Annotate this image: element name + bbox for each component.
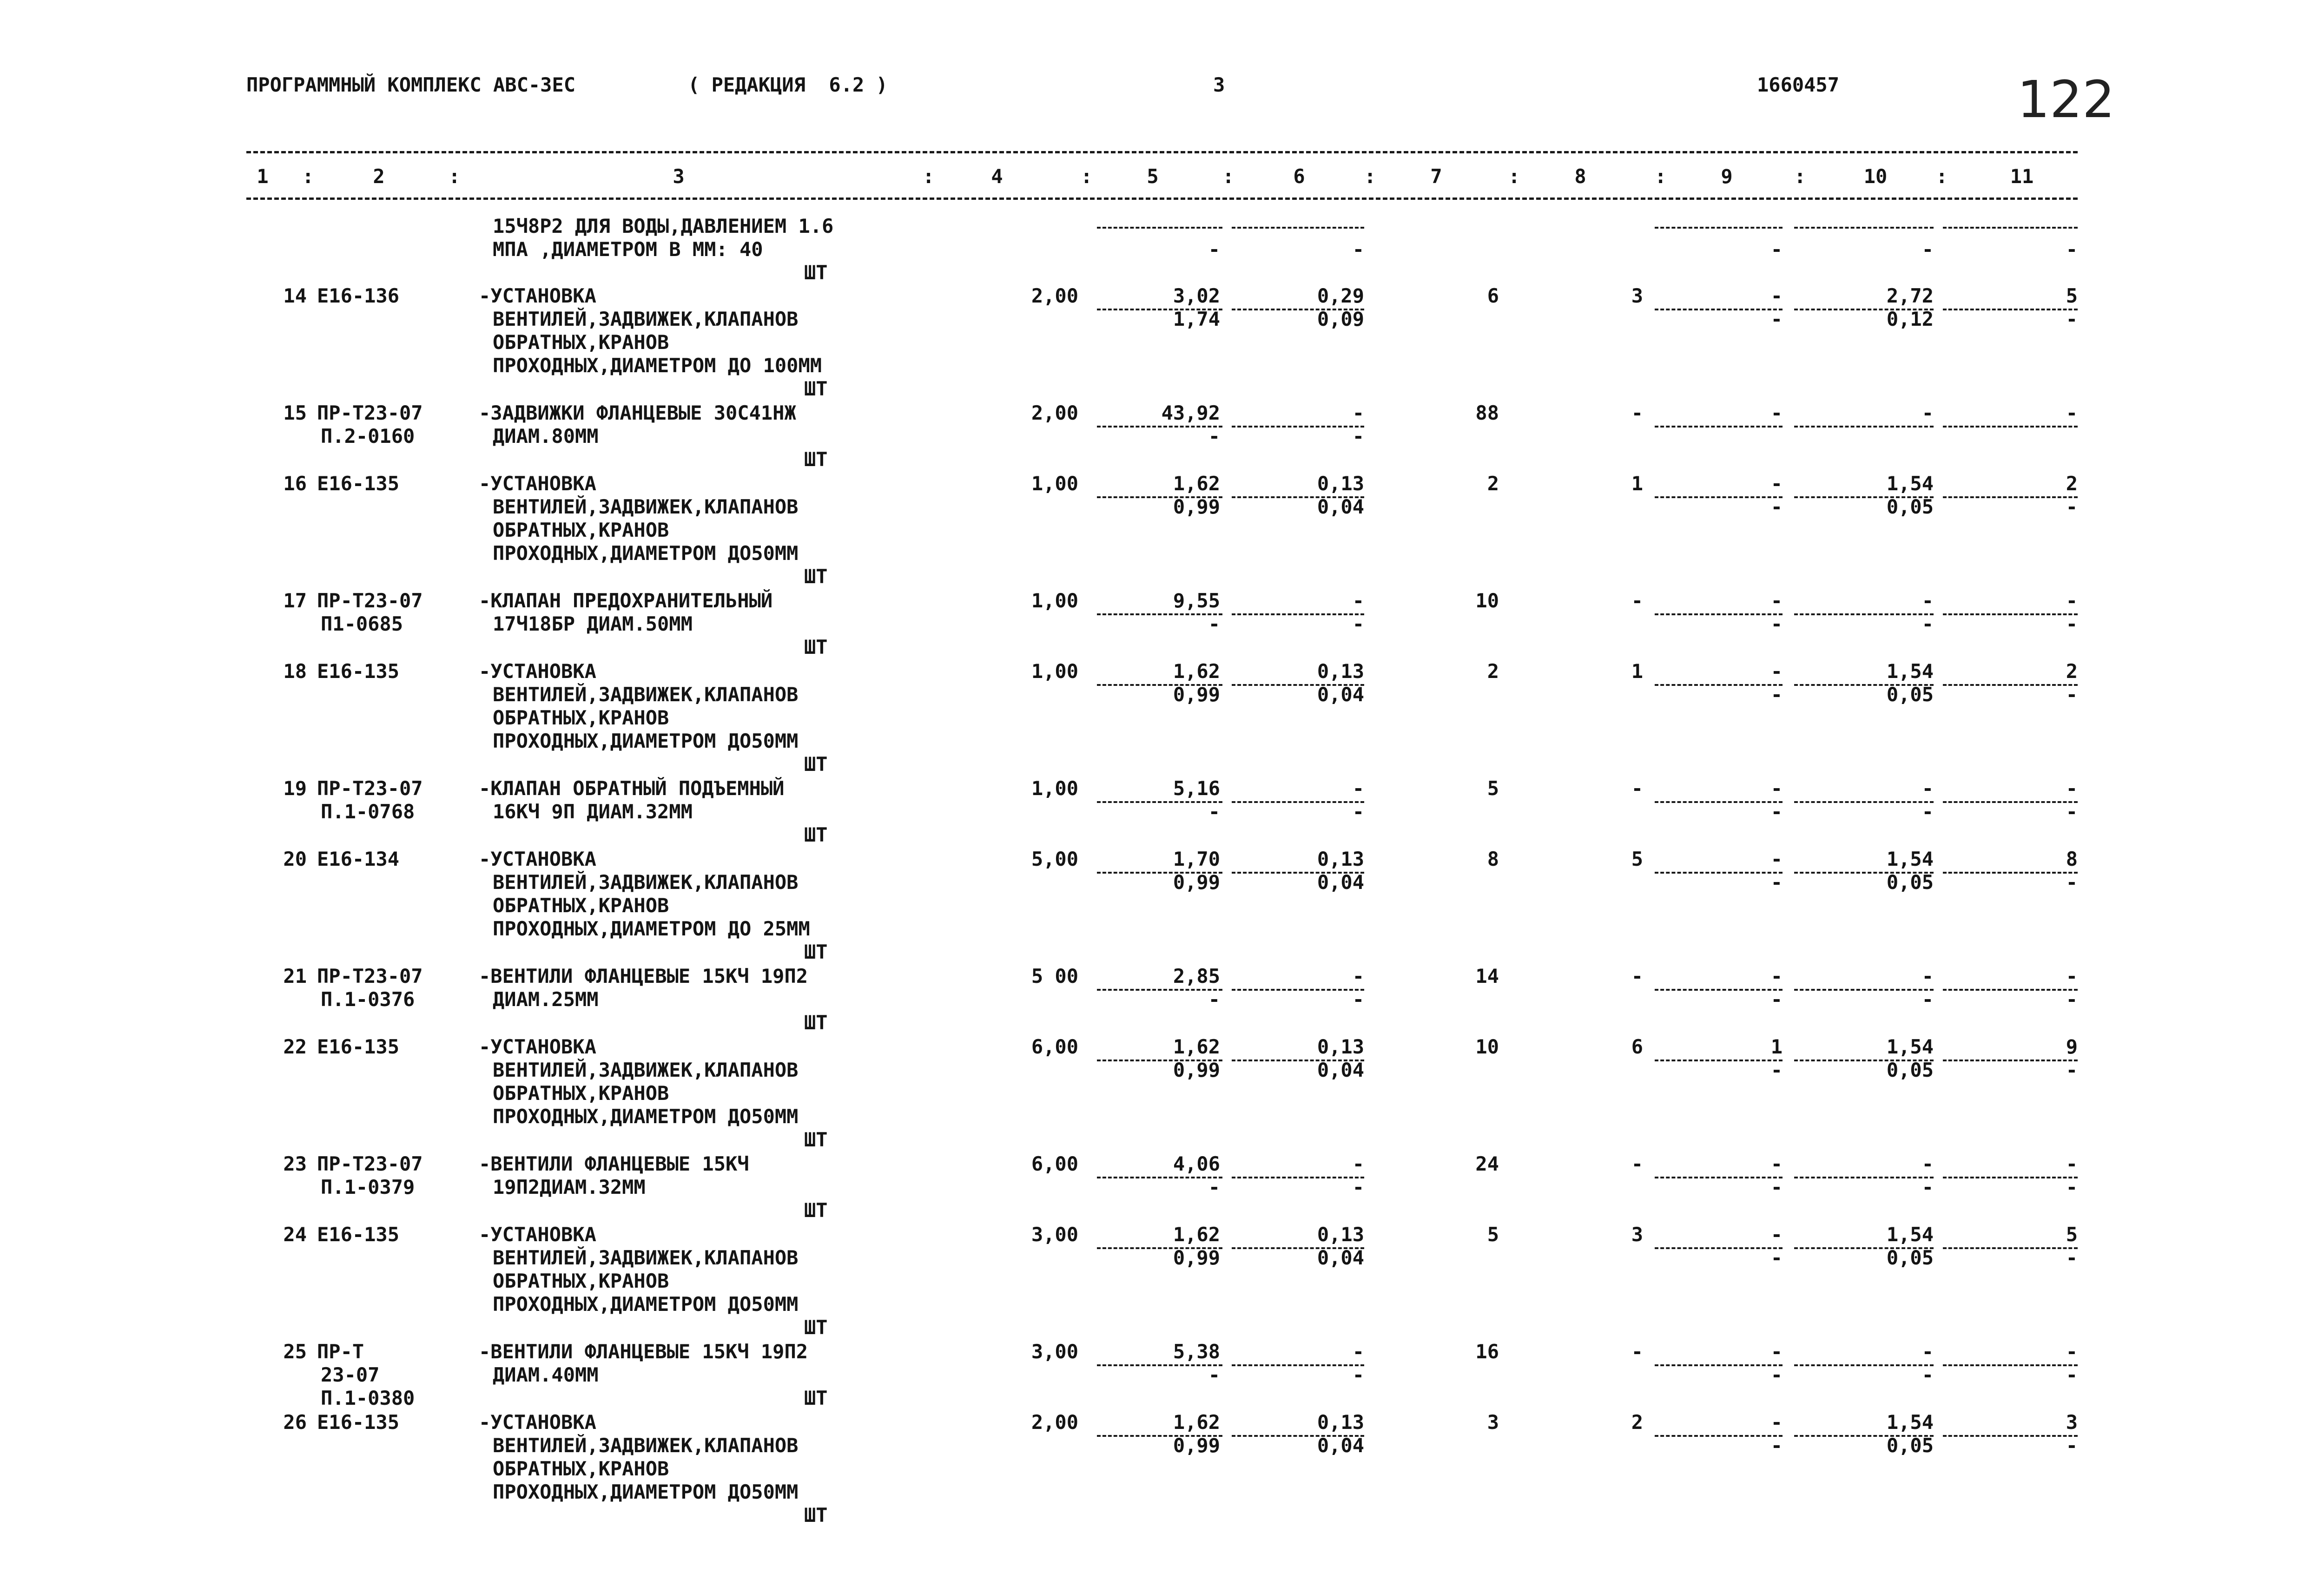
- cell-lower-c9: -: [1770, 683, 1783, 706]
- cell-c9: -: [1770, 777, 1783, 800]
- column-header-5: 5: [1147, 165, 1159, 188]
- row-number: 23: [283, 1152, 307, 1175]
- rate-code: П.1-0379: [321, 1176, 415, 1198]
- cell-lower-c6: 0,04: [1317, 871, 1364, 894]
- table-header-top-rule: [246, 151, 2078, 153]
- cell-c9: 1: [1770, 1035, 1783, 1058]
- cell-c5: 1,62: [1173, 472, 1220, 495]
- rate-code: П.1-0376: [321, 988, 415, 1011]
- cell-c7: 88: [1475, 401, 1499, 424]
- cell-lower-c11: -: [2066, 988, 2078, 1011]
- column-separator: :: [302, 165, 314, 188]
- cell-qty: 1,00: [1031, 589, 1078, 612]
- description-line: ДИАМ.25ММ: [493, 988, 599, 1011]
- row-number: 19: [283, 777, 307, 800]
- cell-lower-c6: -: [1352, 425, 1364, 448]
- cell-c8: 1: [1631, 472, 1643, 495]
- cell-c10: 1,54: [1886, 1411, 1934, 1434]
- cell-c8: -: [1631, 401, 1643, 424]
- cell-lower-c9: -: [1770, 1434, 1783, 1457]
- document-number: 1660457: [1757, 73, 1840, 96]
- column-separator: :: [1364, 165, 1376, 188]
- cell-c9: -: [1770, 1152, 1783, 1175]
- rate-code: П.1-0768: [321, 800, 415, 823]
- description-line: ВЕНТИЛЕЙ,ЗАДВИЖЕК,КЛАПАНОВ: [493, 495, 799, 518]
- cell-lower-c11: -: [2066, 683, 2078, 706]
- cell-c9: -: [1770, 965, 1783, 987]
- cell-lower-c6: 0,04: [1317, 1434, 1364, 1457]
- cell-c8: 3: [1631, 1223, 1643, 1246]
- rate-code: П1-0685: [321, 612, 403, 635]
- cell-lower-c5: -: [1208, 988, 1220, 1011]
- cell-c5: 4,06: [1173, 1152, 1220, 1175]
- unit-label: ШТ: [804, 636, 828, 658]
- cell-c6: -: [1352, 589, 1364, 612]
- cell-c11: 5: [2066, 1223, 2078, 1246]
- cell-lower-c5: -: [1208, 1363, 1220, 1386]
- description-line: ОБРАТНЫХ,КРАНОВ: [493, 1082, 669, 1105]
- cell-c9: -: [1770, 1411, 1783, 1434]
- cell-lower-c10: 0,05: [1886, 1434, 1934, 1457]
- rate-code: П.2-0160: [321, 425, 415, 448]
- cell-qty: 2,00: [1031, 401, 1078, 424]
- cell-lower-c9: -: [1770, 1363, 1783, 1386]
- cell-lower-c6: -: [1352, 612, 1364, 635]
- cell-c10: 1,54: [1886, 1035, 1934, 1058]
- cell-c5: 3,02: [1173, 284, 1220, 307]
- cell-c10: -: [1921, 777, 1934, 800]
- cell-c8: 2: [1631, 1411, 1643, 1434]
- column-header-11: 11: [2010, 165, 2034, 188]
- cell-c10: 2,72: [1886, 284, 1934, 307]
- column-separator: :: [1794, 165, 1806, 188]
- row-number: 17: [283, 589, 307, 612]
- cell-c8: -: [1631, 1152, 1643, 1175]
- cell-lower-c9: -: [1770, 871, 1783, 894]
- rate-code: Е16-135: [317, 1411, 400, 1434]
- cell-lower-c6: -: [1352, 800, 1364, 823]
- description-line: -УСТАНОВКА: [479, 660, 596, 683]
- row-number: 26: [283, 1411, 307, 1434]
- rate-code: Е16-135: [317, 660, 400, 683]
- cell-lower-c11: -: [2066, 612, 2078, 635]
- column-header-4: 4: [991, 165, 1003, 188]
- cell-c6: -: [1352, 238, 1364, 261]
- table-header-bottom-rule: [246, 197, 2078, 200]
- column-header-2: 2: [373, 165, 385, 188]
- unit-label: ШТ: [804, 1128, 828, 1151]
- cell-lower-c11: -: [2066, 871, 2078, 894]
- cell-c8: -: [1631, 777, 1643, 800]
- description-line: ПРОХОДНЫХ,ДИАМЕТРОМ ДО 25ММ: [493, 917, 810, 940]
- cell-lower-c6: 0,09: [1317, 308, 1364, 330]
- cell-c8: 6: [1631, 1035, 1643, 1058]
- cell-lower-c9: -: [1770, 800, 1783, 823]
- cell-c6: 0,13: [1317, 1411, 1364, 1434]
- cell-lower-c11: -: [2066, 800, 2078, 823]
- cell-c7: 5: [1487, 1223, 1499, 1246]
- description-line: -УСТАНОВКА: [479, 472, 596, 495]
- cell-c10: -: [1921, 238, 1934, 261]
- unit-label: ШТ: [804, 941, 828, 963]
- description-line: ОБРАТНЫХ,КРАНОВ: [493, 1270, 669, 1292]
- description-line: МПА ,ДИАМЕТРОМ В ММ: 40: [493, 238, 763, 261]
- description-line: 15Ч8Р2 ДЛЯ ВОДЫ,ДАВЛЕНИЕМ 1.6: [493, 215, 834, 237]
- cell-lower-c10: -: [1921, 1363, 1934, 1386]
- cell-lower-c5: 0,99: [1173, 1434, 1220, 1457]
- unit-label: ШТ: [804, 1316, 828, 1339]
- cell-c11: -: [2066, 1340, 2078, 1363]
- cell-c11: -: [2066, 1152, 2078, 1175]
- rate-code: Е16-135: [317, 1223, 400, 1246]
- cell-c9: -: [1770, 660, 1783, 683]
- cell-lower-c10: 0,12: [1886, 308, 1934, 330]
- unit-label: ШТ: [804, 1387, 828, 1409]
- description-line: ПРОХОДНЫХ,ДИАМЕТРОМ ДО50ММ: [493, 1105, 799, 1128]
- column-header-9: 9: [1721, 165, 1733, 188]
- cell-c10: -: [1921, 1340, 1934, 1363]
- cell-lower-c5: -: [1208, 800, 1220, 823]
- subtotal-rule: [1943, 227, 2078, 229]
- row-number: 25: [283, 1340, 307, 1363]
- description-line: -УСТАНОВКА: [479, 1223, 596, 1246]
- description-line: ВЕНТИЛЕЙ,ЗАДВИЖЕК,КЛАПАНОВ: [493, 1059, 799, 1081]
- rate-code: ПР-Т: [317, 1340, 364, 1363]
- cell-c9: -: [1770, 284, 1783, 307]
- row-number: 18: [283, 660, 307, 683]
- row-number: 24: [283, 1223, 307, 1246]
- cell-c6: -: [1352, 401, 1364, 424]
- description-line: ОБРАТНЫХ,КРАНОВ: [493, 1457, 669, 1480]
- cell-c10: 1,54: [1886, 1223, 1934, 1246]
- cell-c7: 2: [1487, 472, 1499, 495]
- rate-code: ПР-Т23-07: [317, 965, 423, 987]
- cell-c9: -: [1770, 1340, 1783, 1363]
- description-line: ПРОХОДНЫХ,ДИАМЕТРОМ ДО50ММ: [493, 1481, 799, 1503]
- edition-label: ( РЕДАКЦИЯ 6.2 ): [688, 73, 888, 96]
- cell-qty: 3,00: [1031, 1223, 1078, 1246]
- description-line: ПРОХОДНЫХ,ДИАМЕТРОМ ДО 100ММ: [493, 354, 822, 377]
- cell-lower-c6: -: [1352, 1363, 1364, 1386]
- cell-qty: 5,00: [1031, 848, 1078, 870]
- column-separator: :: [449, 165, 461, 188]
- cell-c9: -: [1770, 401, 1783, 424]
- unit-label: ШТ: [804, 377, 828, 400]
- cell-lower-c11: -: [2066, 495, 2078, 518]
- cell-c6: 0,13: [1317, 1035, 1364, 1058]
- cell-lower-c11: -: [2066, 1176, 2078, 1198]
- rate-code: Е16-135: [317, 472, 400, 495]
- description-line: 17Ч18БР ДИАМ.50ММ: [493, 612, 693, 635]
- description-line: ОБРАТНЫХ,КРАНОВ: [493, 706, 669, 729]
- cell-c6: -: [1352, 1340, 1364, 1363]
- unit-label: ШТ: [804, 448, 828, 471]
- description-line: ВЕНТИЛЕЙ,ЗАДВИЖЕК,КЛАПАНОВ: [493, 683, 799, 706]
- description-line: ВЕНТИЛЕЙ,ЗАДВИЖЕК,КЛАПАНОВ: [493, 1434, 799, 1457]
- description-line: -КЛАПАН ОБРАТНЫЙ ПОДЪЕМНЫЙ: [479, 777, 785, 800]
- description-line: -УСТАНОВКА: [479, 284, 596, 307]
- unit-label: ШТ: [804, 261, 828, 284]
- cell-c5: 1,62: [1173, 1411, 1220, 1434]
- cell-c7: 10: [1475, 589, 1499, 612]
- cell-c11: -: [2066, 777, 2078, 800]
- cell-c7: 14: [1475, 965, 1499, 987]
- subtotal-rule: [1232, 227, 1364, 229]
- column-separator: :: [1508, 165, 1520, 188]
- cell-qty: 1,00: [1031, 777, 1078, 800]
- column-separator: :: [1655, 165, 1667, 188]
- row-number: 21: [283, 965, 307, 987]
- cell-c11: -: [2066, 965, 2078, 987]
- cell-lower-c10: -: [1921, 612, 1934, 635]
- cell-c10: 1,54: [1886, 472, 1934, 495]
- column-header-3: 3: [673, 165, 685, 188]
- cell-lower-c5: 1,74: [1173, 308, 1220, 330]
- rate-code: П.1-0380: [321, 1387, 415, 1409]
- cell-c5: 1,62: [1173, 660, 1220, 683]
- cell-c8: 3: [1631, 284, 1643, 307]
- cell-qty: 2,00: [1031, 1411, 1078, 1434]
- cell-c11: 9: [2066, 1035, 2078, 1058]
- unit-label: ШТ: [804, 1011, 828, 1034]
- cell-c7: 2: [1487, 660, 1499, 683]
- cell-lower-c11: -: [2066, 1059, 2078, 1081]
- column-separator: :: [1222, 165, 1235, 188]
- cell-lower-c5: 0,99: [1173, 683, 1220, 706]
- rate-code: Е16-136: [317, 284, 400, 307]
- rate-code: Е16-135: [317, 1035, 400, 1058]
- cell-lower-c10: 0,05: [1886, 495, 1934, 518]
- description-line: 16КЧ 9П ДИАМ.32ММ: [493, 800, 693, 823]
- cell-c6: 0,29: [1317, 284, 1364, 307]
- description-line: -УСТАНОВКА: [479, 848, 596, 870]
- cell-lower-c10: -: [1921, 988, 1934, 1011]
- cell-c6: 0,13: [1317, 660, 1364, 683]
- cell-lower-c9: -: [1770, 612, 1783, 635]
- cell-c6: 0,13: [1317, 848, 1364, 870]
- cell-lower-c11: -: [2066, 1363, 2078, 1386]
- cell-lower-c10: -: [1921, 1176, 1934, 1198]
- cell-c10: -: [1921, 589, 1934, 612]
- rate-code: 23-07: [321, 1363, 380, 1386]
- cell-c7: 10: [1475, 1035, 1499, 1058]
- unit-label: ШТ: [804, 823, 828, 846]
- cell-qty: 1,00: [1031, 660, 1078, 683]
- row-number: 14: [283, 284, 307, 307]
- program-title: ПРОГРАММНЫЙ КОМПЛЕКС АВС-3ЕС: [246, 73, 576, 96]
- rate-code: ПР-Т23-07: [317, 401, 423, 424]
- cell-c9: -: [1770, 472, 1783, 495]
- cell-c9: -: [1770, 238, 1783, 261]
- cell-lower-c9: -: [1770, 495, 1783, 518]
- cell-lower-c6: -: [1352, 1176, 1364, 1198]
- unit-label: ШТ: [804, 565, 828, 588]
- cell-lower-c10: 0,05: [1886, 871, 1934, 894]
- cell-c8: -: [1631, 965, 1643, 987]
- cell-c11: -: [2066, 589, 2078, 612]
- cell-c7: 5: [1487, 777, 1499, 800]
- description-line: ПРОХОДНЫХ,ДИАМЕТРОМ ДО50ММ: [493, 542, 799, 565]
- cell-lower-c5: -: [1208, 612, 1220, 635]
- cell-lower-c9: -: [1770, 1176, 1783, 1198]
- cell-c6: -: [1352, 965, 1364, 987]
- subtotal-rule: [1655, 227, 1783, 229]
- cell-c5: 1,70: [1173, 848, 1220, 870]
- cell-c5: 5,16: [1173, 777, 1220, 800]
- cell-c11: 5: [2066, 284, 2078, 307]
- cell-lower-c9: -: [1770, 308, 1783, 330]
- cell-lower-c9: -: [1770, 1246, 1783, 1269]
- description-line: -ЗАДВИЖКИ ФЛАНЦЕВЫЕ 30С41НЖ: [479, 401, 796, 424]
- column-header-6: 6: [1293, 165, 1305, 188]
- subtotal-rule: [1655, 426, 1783, 428]
- description-line: ПРОХОДНЫХ,ДИАМЕТРОМ ДО50ММ: [493, 730, 799, 752]
- cell-c11: -: [2066, 238, 2078, 261]
- description-line: -ВЕНТИЛИ ФЛАНЦЕВЫЕ 15КЧ 19П2: [479, 1340, 808, 1363]
- cell-lower-c11: -: [2066, 1246, 2078, 1269]
- cell-c6: -: [1352, 777, 1364, 800]
- cell-lower-c6: 0,04: [1317, 683, 1364, 706]
- column-header-7: 7: [1430, 165, 1442, 188]
- cell-lower-c10: 0,05: [1886, 683, 1934, 706]
- cell-c7: 6: [1487, 284, 1499, 307]
- description-line: -КЛАПАН ПРЕДОХРАНИТЕЛЬНЫЙ: [479, 589, 773, 612]
- cell-lower-c6: 0,04: [1317, 1246, 1364, 1269]
- rate-code: ПР-Т23-07: [317, 589, 423, 612]
- column-header-1: 1: [257, 165, 269, 188]
- cell-lower-c9: -: [1770, 1059, 1783, 1081]
- cell-lower-c5: 0,99: [1173, 871, 1220, 894]
- row-number: 20: [283, 848, 307, 870]
- cell-c5: 1,62: [1173, 1035, 1220, 1058]
- column-header-10: 10: [1863, 165, 1888, 188]
- description-line: ВЕНТИЛЕЙ,ЗАДВИЖЕК,КЛАПАНОВ: [493, 308, 799, 330]
- subtotal-rule: [1097, 227, 1222, 229]
- cell-c11: -: [2066, 401, 2078, 424]
- cell-c10: 1,54: [1886, 848, 1934, 870]
- row-number: 22: [283, 1035, 307, 1058]
- cell-c7: 3: [1487, 1411, 1499, 1434]
- cell-c8: 5: [1631, 848, 1643, 870]
- cell-c9: -: [1770, 848, 1783, 870]
- description-line: ПРОХОДНЫХ,ДИАМЕТРОМ ДО50ММ: [493, 1293, 799, 1316]
- cell-lower-c11: -: [2066, 308, 2078, 330]
- rate-code: ПР-Т23-07: [317, 777, 423, 800]
- description-line: ДИАМ.40ММ: [493, 1363, 599, 1386]
- cell-lower-c10: 0,05: [1886, 1059, 1934, 1081]
- unit-label: ШТ: [804, 753, 828, 776]
- cell-c5: -: [1208, 238, 1220, 261]
- description-line: -УСТАНОВКА: [479, 1411, 596, 1434]
- cell-c10: -: [1921, 965, 1934, 987]
- cell-lower-c6: 0,04: [1317, 495, 1364, 518]
- description-line: 19П2ДИАМ.32ММ: [493, 1176, 646, 1198]
- cell-c7: 16: [1475, 1340, 1499, 1363]
- unit-label: ШТ: [804, 1199, 828, 1222]
- subtotal-rule: [1943, 426, 2078, 428]
- cell-qty: 6,00: [1031, 1035, 1078, 1058]
- cell-qty: 1,00: [1031, 472, 1078, 495]
- description-line: ОБРАТНЫХ,КРАНОВ: [493, 894, 669, 917]
- cell-c10: -: [1921, 401, 1934, 424]
- cell-lower-c5: 0,99: [1173, 495, 1220, 518]
- handwritten-page-number: 122: [2017, 70, 2115, 129]
- cell-c10: 1,54: [1886, 660, 1934, 683]
- cell-c8: -: [1631, 1340, 1643, 1363]
- description-line: ВЕНТИЛЕЙ,ЗАДВИЖЕК,КЛАПАНОВ: [493, 1246, 799, 1269]
- cell-c5: 1,62: [1173, 1223, 1220, 1246]
- description-line: ВЕНТИЛЕЙ,ЗАДВИЖЕК,КЛАПАНОВ: [493, 871, 799, 894]
- cell-c9: -: [1770, 1223, 1783, 1246]
- description-line: ОБРАТНЫХ,КРАНОВ: [493, 519, 669, 541]
- cell-c11: 2: [2066, 472, 2078, 495]
- cell-lower-c10: 0,05: [1886, 1246, 1934, 1269]
- column-separator: :: [923, 165, 935, 188]
- description-line: -УСТАНОВКА: [479, 1035, 596, 1058]
- cell-c6: 0,13: [1317, 1223, 1364, 1246]
- cell-c7: 8: [1487, 848, 1499, 870]
- cell-lower-c5: -: [1208, 1176, 1220, 1198]
- column-separator: :: [1936, 165, 1948, 188]
- cell-qty: 6,00: [1031, 1152, 1078, 1175]
- cell-qty: 3,00: [1031, 1340, 1078, 1363]
- cell-c11: 8: [2066, 848, 2078, 870]
- cell-c5: 5,38: [1173, 1340, 1220, 1363]
- subtotal-rule: [1794, 426, 1934, 428]
- cell-c8: 1: [1631, 660, 1643, 683]
- cell-c5: 2,85: [1173, 965, 1220, 987]
- cell-c9: -: [1770, 589, 1783, 612]
- column-separator: :: [1081, 165, 1093, 188]
- cell-c7: 24: [1475, 1152, 1499, 1175]
- cell-lower-c5: 0,99: [1173, 1059, 1220, 1081]
- description-line: -ВЕНТИЛИ ФЛАНЦЕВЫЕ 15КЧ: [479, 1152, 749, 1175]
- description-line: -ВЕНТИЛИ ФЛАНЦЕВЫЕ 15КЧ 19П2: [479, 965, 808, 987]
- cell-c8: -: [1631, 589, 1643, 612]
- cell-c11: 2: [2066, 660, 2078, 683]
- cell-lower-c6: -: [1352, 988, 1364, 1011]
- description-line: ДИАМ.80ММ: [493, 425, 599, 448]
- unit-label: ШТ: [804, 1504, 828, 1527]
- cell-lower-c9: -: [1770, 988, 1783, 1011]
- cell-qty: 2,00: [1031, 284, 1078, 307]
- cell-c5: 9,55: [1173, 589, 1220, 612]
- cell-c6: 0,13: [1317, 472, 1364, 495]
- cell-c6: -: [1352, 1152, 1364, 1175]
- cell-qty: 5 00: [1031, 965, 1078, 987]
- rate-code: Е16-134: [317, 848, 400, 870]
- description-line: ОБРАТНЫХ,КРАНОВ: [493, 331, 669, 354]
- cell-c10: -: [1921, 1152, 1934, 1175]
- cell-c5: 43,92: [1161, 401, 1220, 424]
- cell-lower-c5: -: [1208, 425, 1220, 448]
- cell-lower-c5: 0,99: [1173, 1246, 1220, 1269]
- cell-lower-c10: -: [1921, 800, 1934, 823]
- cell-c11: 3: [2066, 1411, 2078, 1434]
- cell-lower-c6: 0,04: [1317, 1059, 1364, 1081]
- cell-lower-c11: -: [2066, 1434, 2078, 1457]
- sheet-number: 3: [1213, 73, 1225, 96]
- column-header-8: 8: [1574, 165, 1586, 188]
- subtotal-rule: [1794, 227, 1934, 229]
- row-number: 16: [283, 472, 307, 495]
- row-number: 15: [283, 401, 307, 424]
- rate-code: ПР-Т23-07: [317, 1152, 423, 1175]
